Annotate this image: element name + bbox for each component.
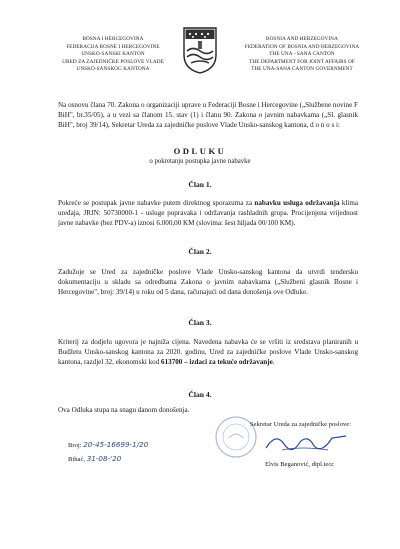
date-block [68, 454, 208, 464]
article-1-text-part: klima uređaja, JRJN: 50730000-1 - usluge popravaka i održavanja rashladnih grupa. Procijenjena vrijednost javne nabavke (bez PDV-a) iznosi 6.000,00 KM (slovima: šest hiljada 00/100 KM). [58, 199, 358, 227]
reference-number-value: 20-45-16699-1/20 [83, 440, 149, 449]
article-3-heading: Član 3. [188, 318, 212, 327]
header-left-line: URED ZA ZAJEDNIČKE POSLOVE VLADE [62, 58, 164, 65]
article-1-text-part: Pokreće se postupak javne nabavke putem direktnog sporazuma za [58, 199, 255, 207]
article-1-heading: Član 1. [188, 180, 212, 189]
date-value: 31-08-'20 [86, 454, 122, 463]
header-left-line: BOSNA I HERCEGOVINA [82, 36, 144, 42]
signatory-title: Sekretar Ureda za zajedničke poslove: [250, 421, 352, 428]
header-right-line: THE UNA-SANA CANTON GOVERNMENT [251, 66, 353, 73]
handwritten-signature-icon [262, 428, 352, 456]
coat-of-arms-icon [181, 25, 219, 75]
reference-number-label: Broj: [68, 442, 82, 449]
header-right-line: FEDERATION OF BOSNIA AND HERZEGOVINA [244, 43, 360, 50]
header-right-line: THE DEPARTMENT FOR JOINT AFFAIRS OF [249, 58, 355, 65]
signatory-name: Elvis Beganović, dipl.iecc [265, 461, 335, 468]
header-left-block [48, 36, 178, 74]
document-title: ODLUKU [173, 146, 227, 156]
header-right-line: BOSNIA AND HERZEGOVINA [266, 36, 338, 42]
reference-number-block [68, 440, 208, 450]
article-3-text-bold: 613700 – izdaci za tekuće održavanje [161, 358, 273, 366]
header-right-block [237, 36, 367, 74]
article-1-text [58, 198, 358, 228]
article-4-text: Ova Odluka stupa na snagu danom donošenja. [58, 406, 190, 414]
document-subtitle: o pokretanju postupka javne nabavke [149, 158, 251, 165]
article-3-text-part: . [272, 358, 275, 366]
article-3-text-part: Kriterij za dodjelu ugovora je najniža cijena. Navedena nabavka će se vršiti iz sredstava planiranih u Budžetu Unsko-sanskog kantona za 2020. godinu, Ured za zajedničke poslove Vlade Unsko-sanskog kantona, razdjel 32, ekonomski kod [58, 338, 358, 366]
intro-paragraph: Na osnovu člana 70. Zakona o organizaciji uprave u Federaciji Bosne i Hercegovine („Službene novine F BiH", br.35/05), a u vezi sa članom 15. stav (1) i članu 90. Zakona o javnim nabavkama („Sl. glasnik BiH", broj 39/14), Sekretar Ureda za zajedničke poslove Vlade Unsko-sanskog kantona, d o n o s i: [58, 101, 358, 129]
header-left-line: UNSKO-SANSKOG KANTONA [76, 66, 150, 73]
article-3-text [58, 337, 358, 367]
header-right-line: THE UNA - SANA CANTON [269, 51, 335, 58]
article-2-heading: Član 2. [188, 247, 212, 256]
article-2-text: Zadužuje se Ured za zajedničke poslove Vlade Unsko-sanskog kantona da utvrdi tendersku dokumentaciju u skladu sa odredbama Zakona o javnim nabavkama („Službeni glasnik Bosne i Hercegovine", broj: 39/14) u roku od 5 dana, računajući od dana donošenja ove Odluke. [58, 268, 358, 296]
place-label: Bihać, [68, 456, 86, 463]
header-left-line: UNSKO-SANSKI KANTON [81, 51, 145, 58]
article-4-heading: Član 4. [188, 390, 212, 399]
header-left-line: FEDERACIJA BOSNE I HERCEGOVINE [66, 43, 160, 50]
article-1-text-bold: nabavku usluga održavanja [254, 199, 340, 207]
